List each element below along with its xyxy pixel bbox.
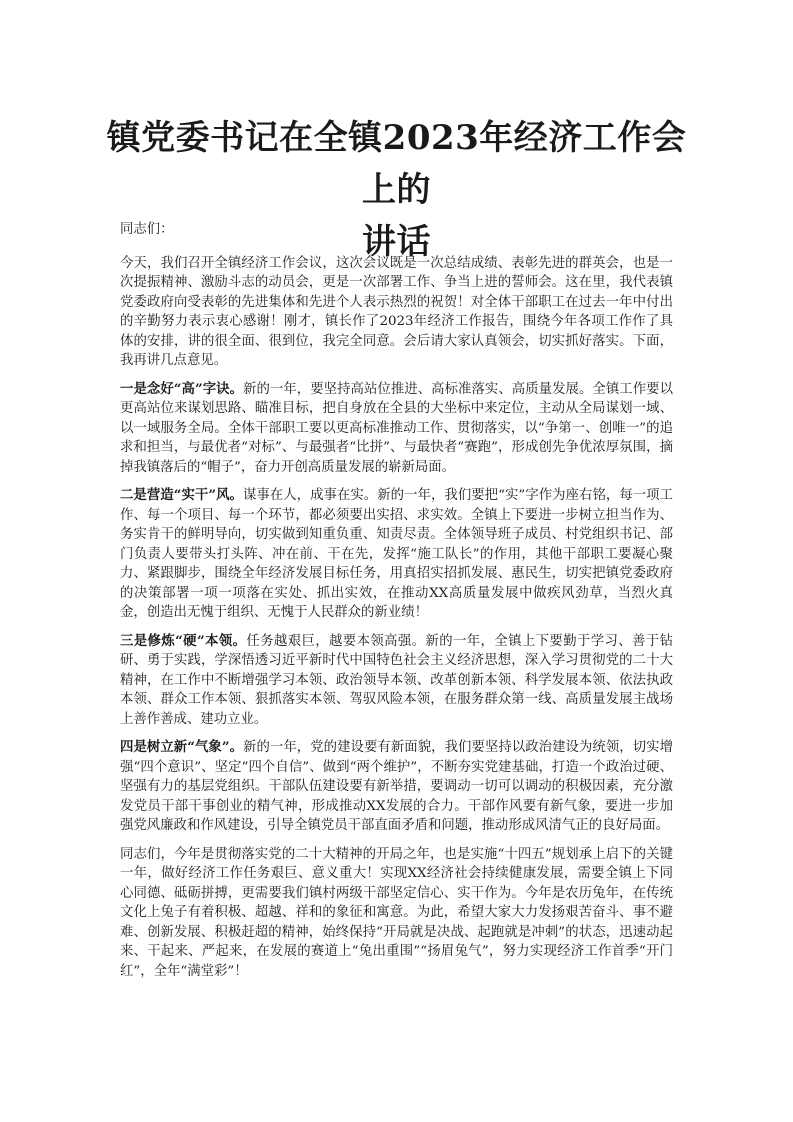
- section-body: 任务越艰巨，越要本领高强。新的一年，全镇上下要勤于学习、善于钻研、勇于实践，学深悟透习近平新时代中国特色社会主义经济思想，深入学习贯彻党的二十大精神，在工作中不断增强学习本领、政治领导本领、改革创新本领、科学发展本领、依法执政本领、群众工作本领、狠抓落实本领、驾驭风险本领，在服务群众第一线、高质量发展主战场上善作善成、建功立业。: [120, 633, 674, 727]
- intro-paragraph: 今天，我们召开全镇经济工作会议，这次会议既是一次总结成绩、表彰先进的群英会，也是一次提振精神、激励斗志的动员会，更是一次部署工作、争当上进的誓师会。这在里，我代表镇党委政府向受表彰的先进集体和先进个人表示热烈的祝贺！对全体干部职工在过去一年中付出的辛勤努力表示衷心感谢！刚才，镇长作了2023年经济工作报告，围绕今年各项工作作了具体的安排，讲的很全面、很到位，我完全同意。会后请大家认真领会，切实抓好落实。下面，我再讲几点意见。: [120, 255, 673, 368]
- section-paragraph: [120, 632, 673, 730]
- document-body: [120, 220, 673, 990]
- closing-paragraph: 同志们，今年是贯彻落实党的二十大精神的开局之年，也是实施“十四五”规划承上启下的关键一年，做好经济工作任务艰巨、意义重大！实现XX经济社会持续健康发展，需要全镇上下同心同德、砥砺拼搏，更需要我们镇村两级干部坚定信心、实干作为。今年是农历兔年，在传统文化上兔子有着积极、超越、祥和的象征和寓意。为此，希望大家大力发扬艰苦奋斗、事不避难、创新发展、积极赶超的精神，始终保持“开局就是决战、起跑就是冲刺”的状态，迅速动起来、干起来、严起来，在发展的赛道上“兔出重围”“扬眉兔气”，努力实现经济工作首季“开门红”，全年“满堂彩”！: [120, 846, 673, 979]
- section-lead: 四是树立新“气象”。: [120, 739, 244, 755]
- section-lead: 三是修炼“硬”本领。: [120, 632, 247, 649]
- title-line-1: 镇党委书记在全镇2023年经济工作会上的: [106, 118, 687, 210]
- section-lead: 二是营造“实干”风。: [120, 487, 243, 503]
- section-paragraph: [120, 380, 673, 478]
- section-body: 谋事在人，成事在实。新的一年，我们要把“实”字作为座右铭，每一项工作、每一个项目、每一个环节，都必须要出实招、求实效。全镇上下要进一步树立担当作为、务实肯干的鲜明导向，切实做到知重负重、知责尽责。全体领导班子成员、村党组织书记、部门负责人要带头打头阵、冲在前、干在先，发挥“施工队长”的作用，其他干部职工要凝心聚力、紧跟脚步，围绕全年经济发展目标任务，用真招实招抓发展、惠民生，切实把镇党委政府的决策部署一项一项落在实处、抓出实效，在推动XX高质量发展中做疾风劲草，当烈火真金，创造出无愧于组织、无愧于人民群众的新业绩！: [120, 488, 673, 620]
- section-lead: 一是念好“高”字诀。: [120, 380, 244, 397]
- title-line-2: 讲话: [362, 222, 431, 262]
- section-paragraph: [120, 486, 673, 623]
- salutation: 同志们：: [120, 222, 174, 237]
- section-body: 新的一年，要坚持高站位推进、高标准落实、高质量发展。全镇工作要以更高站位来谋划思路、瞄准目标，把自身放在全县的大坐标中来定位，主动从全局谋划一域、以一域服务全局。全体干部职工要以更高标准推动工作、贯彻落实，以“争第一、创唯一”的追求和担当，与最优者“对标”、与最强者“比拼”、与最快者“赛跑”，形成创先争优浓厚氛围，摘掉我镇落后的“帽子”，奋力开创高质量发展的崭新局面。: [120, 381, 674, 475]
- section-body: 新的一年，党的建设要有新面貌，我们要坚持以政治建设为统领，切实增强“四个意识”、坚定“四个自信”、做到“两个维护”，不断夯实党建基础，打造一个政治过硬、坚强有力的基层党组织。干部队伍建设要有新举措，要调动一切可以调动的积极因素，充分激发党员干部干事创业的精气神，形成推动XX发展的合力。干部作风要有新气象，要进一步加强党风廉政和作风建设，引导全镇党员干部直面矛盾和问题，推动形成风清气正的良好局面。: [120, 740, 674, 833]
- section-paragraph: [120, 738, 673, 836]
